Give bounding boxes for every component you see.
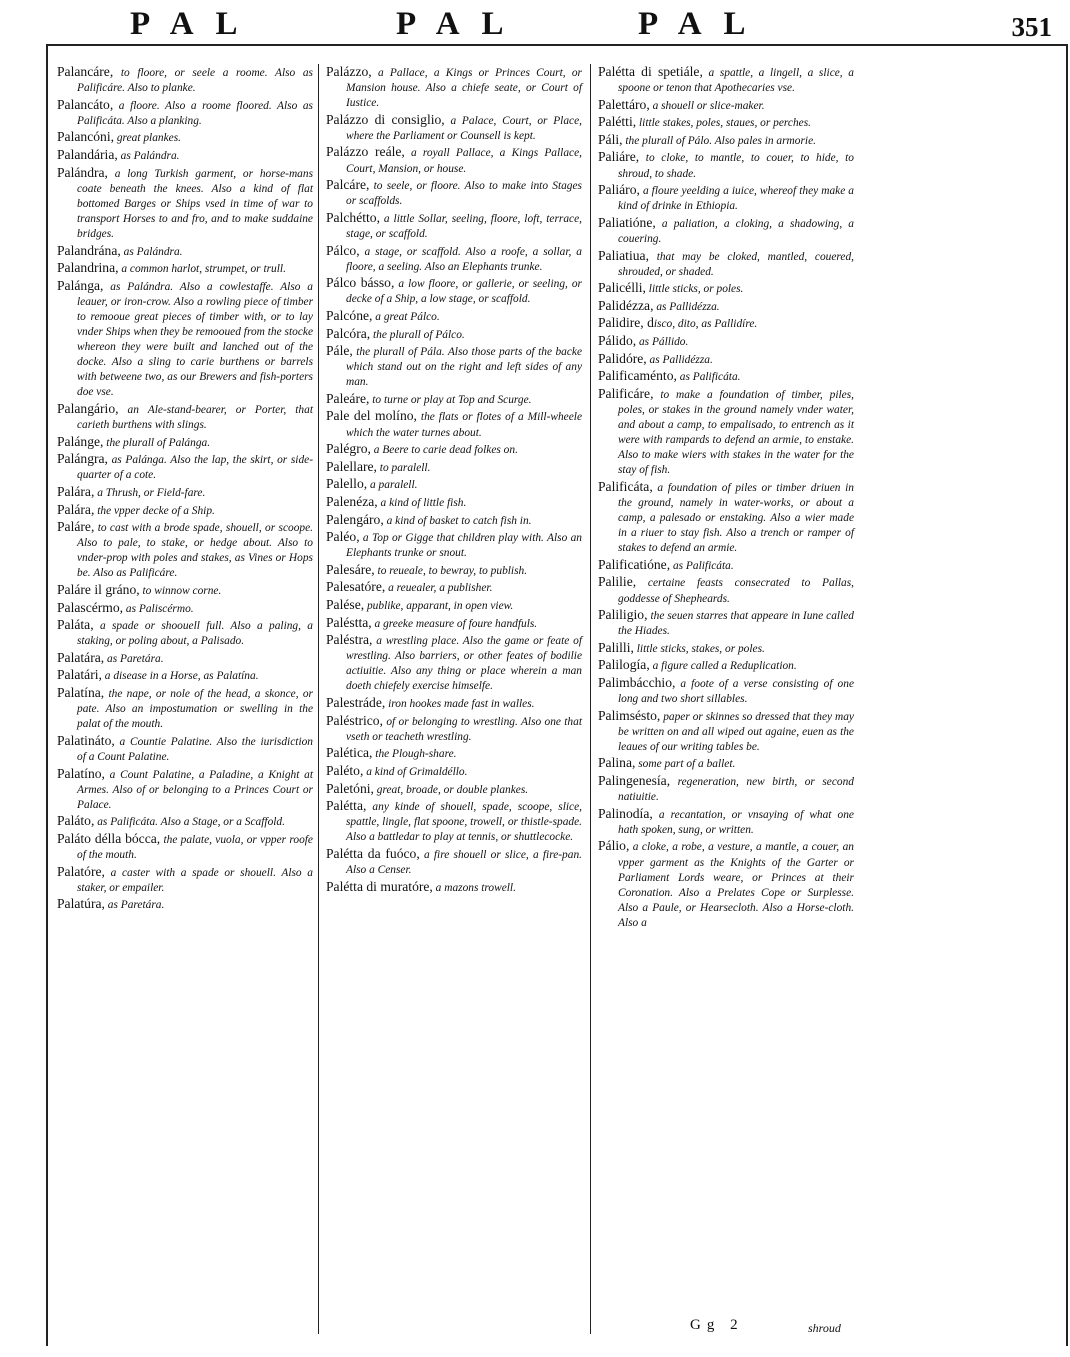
dictionary-entry [326,579,582,596]
dictionary-entry [57,766,313,813]
definition: a Top or Gigge that children play with. Also an Elephants trunke or snout. [346,532,582,560]
dictionary-entry [57,667,313,684]
headword: Palancáto, [57,96,114,112]
dictionary-entry [57,650,313,667]
headword: Paliáre, [598,149,640,165]
dictionary-entry [326,459,582,476]
headword: Paletóni, [326,780,374,796]
definition: a Pallace, a Kings or Princes Court, or Mansion house. Also a chiefe seate, or Court of Iustice. [346,67,582,110]
definition: a common harlot, strumpet, or trull. [118,263,286,276]
dictionary-entry [57,434,313,451]
definition: little sticks, or poles. [645,283,744,296]
dictionary-entry [326,745,582,762]
dictionary-entry [57,484,313,501]
definition: paper or skinnes so dressed that they may be written on and all wiped out againe, euen as the leaues of our writing tables be. [618,710,854,753]
definition: the plurall of Pálo. Also pales in armorie. [622,134,816,147]
definition: a kind of Grimaldéllo. [363,765,468,778]
definition: as Palánga. Also the lap, the skirt, or side-quarter of a cote. [77,454,313,482]
definition: iron hookes made fast in walles. [385,698,535,711]
headword: Palétti, [598,114,637,130]
dictionary-entry [57,813,313,830]
definition: the flats or flotes of a Mill-wheele which the water turnes about. [346,411,583,439]
headword: Palidóre, [598,350,647,366]
dictionary-entry [326,441,582,458]
dictionary-entry [598,479,854,556]
dictionary-entry [57,502,313,519]
headword: Pále, [326,343,353,359]
dictionary-entry [326,177,582,209]
headword: Palellare, [326,458,377,474]
dictionary-entry [57,243,313,260]
definition: a Count Palatine, a Paladine, a Knight at Armes. Also of or belonging to a Princes Court or Palace. [77,768,313,811]
headword: Pálco, [326,242,360,258]
catchword: shroud [808,1321,841,1335]
definition: a paralell. [367,479,418,492]
dictionary-entry [326,343,582,390]
headword: Palatíno, [57,765,105,781]
definition: of or belonging to wrestling. Also one that vseth or teacheth wrestling. [346,715,582,743]
definition: that may be cloked, mantled, couered, shrouded, or shaded. [618,250,854,278]
definition: as Palificáta. [670,559,734,572]
dictionary-entry [57,165,313,242]
headword: Palatináto, [57,732,115,748]
definition: as Pállido. [636,336,689,348]
dictionary-entry [598,640,854,657]
dictionary-entry [326,798,582,845]
definition: regeneration, new birth, or second natiuitie. [618,776,854,804]
headword: Palára, [57,483,95,499]
headword: Palétta da fuóco, [326,845,420,861]
column-divider [590,64,591,1334]
dictionary-entry [598,280,854,297]
headword: Palética, [326,745,373,761]
headword: Palificáre, [598,385,654,401]
dictionary-entry [326,210,582,242]
dictionary-entry [598,773,854,805]
dictionary-entry [326,512,582,529]
headword: Palatári, [57,667,102,683]
dictionary-entry [57,617,313,649]
definition: the plurall of Pála. Also those parts of the backe which stand out on the right and left sides of any man. [346,346,582,389]
headword: Palcóne, [326,307,373,323]
dictionary-entry [57,600,313,617]
headword: Palatúra, [57,896,105,912]
dictionary-entry [326,144,582,176]
definition: as Paretára. [104,899,165,912]
definition: as Paretára. [104,652,164,665]
headword: Paléo, [326,529,360,545]
definition: a wrestling place. Also the game or feate of wrestling. Also barriers, or other feates of bodilie actiuitie. Also any thing or place wherein a man doeth chiefely exercise himselfe. [346,635,582,693]
headword: Palcóra, [326,325,371,341]
dictionary-entry [326,408,582,440]
definition: a reuealer, a publisher. [385,582,493,595]
dictionary-entry [598,64,854,96]
definition: to winnow corne. [139,585,222,597]
dictionary-entry [598,368,854,385]
headword: Paléstra, [326,632,373,648]
definition: as Pallidézza. [653,300,720,313]
headword: Palinodía, [598,805,653,821]
definition: isco, dito, as Pallidíre. [653,318,758,331]
dictionary-entry [326,391,582,408]
dictionary-entry [326,846,582,878]
definition: as Pallidézza. [646,353,713,366]
dictionary-entry [57,864,313,896]
headword: Palesatóre, [326,579,386,595]
header-right: PAL [638,6,768,42]
definition: a stage, or scaffold. Also a roofe, a sollar, a floore, a seeling. Also an Elephants trunke. [346,245,582,273]
definition: as Palificáta. [676,371,741,384]
headword: Palése, [326,597,365,612]
headword: Palascérmo, [57,599,124,615]
header-center: PAL [396,6,526,42]
definition: to reueale, to bewray, to publish. [374,564,528,577]
definition: little stakes, poles, staues, or perches. [636,117,811,130]
dictionary-entry [598,806,854,838]
headword: Paláta, [57,617,94,633]
definition: a kind of little fish. [377,496,467,509]
dictionary-entry [326,597,582,614]
definition: a Beere to carie dead folkes on. [370,444,518,457]
definition: a Palace, Court, or Place, where the Parliament or Counsell is kept. [346,114,582,142]
definition: a foote of a verse consisting of one long and two short sillables. [618,677,854,706]
definition: a spade or shoouell full. Also a paling, a staking, or poling about, a Palisado. [77,620,313,648]
dictionary-entry [57,451,313,483]
definition: a disease in a Horse, as Palatína. [101,670,259,683]
dictionary-entry [326,243,582,275]
dictionary-entry [57,278,313,401]
header-left: PAL [130,6,260,42]
dictionary-entry [598,708,854,755]
dictionary-entry [326,562,582,579]
definition: great, broade, or double plankes. [373,783,529,796]
definition: as Palándra. [120,245,183,258]
headword: Palétta di muratóre, [326,878,433,894]
dictionary-entry [598,132,854,149]
headword: Palidézza, [598,297,654,313]
headword: Pálco básso, [326,275,395,291]
dictionary-entry [57,147,313,164]
headword: Paléstrico, [326,712,384,728]
headword: Paliligio, [598,607,648,623]
definition: a low floore, or gallerie, or seeling, or decke of a Ship, a low stage, or scaffold. [346,278,582,306]
dictionary-entry [326,615,582,632]
definition: a Countie Palatine. Also the iurisdiction of a Count Palatine. [77,735,313,763]
dictionary-entry [326,879,582,896]
headword: Páli, [598,131,623,147]
definition: little sticks, stakes, or poles. [633,642,765,655]
dictionary-entry [598,215,854,247]
definition: a floore. Also a roome floored. Also as Palificáta. Also a planking. [77,99,313,127]
dictionary-entry [57,733,313,765]
headword: Paleáre, [326,390,370,406]
definition: as Palificáta. Also a Stage, or a Scaffold. [94,816,285,829]
headword: Palimbácchio, [598,674,676,690]
dictionary-entry [598,298,854,315]
dictionary-entry [326,632,582,694]
headword: Palangário, [57,400,119,416]
definition: a Thrush, or Field-fare. [94,486,206,499]
definition: the palate, vuola, or vpper roofe of the mouth. [77,833,313,861]
dictionary-entry [326,763,582,780]
headword: Paléto, [326,762,364,778]
headword: Pale del molíno, [326,408,417,424]
signature-mark: Gg 2 [690,1317,744,1333]
dictionary-entry [57,129,313,146]
definition: publike, apparant, in open view. [364,600,514,612]
definition: a floure yeelding a iuice, whereof they make a kind of drinke in Ethiopia. [618,185,854,213]
headword: Palilie, [598,574,637,590]
dictionary-entry [326,476,582,493]
dictionary-entry [598,657,854,674]
headword: Palettáro, [598,96,650,112]
definition: a spattle, a lingell, a slice, a spoone or tenon that Apothecaries vse. [618,67,854,95]
headword: Paliatiua, [598,247,649,263]
dictionary-entry [57,260,313,277]
headword: Palázzo reále, [326,144,405,160]
definition: to seele, or floore. Also to make into Stages or scaffolds. [346,180,582,208]
headword: Palándra, [57,164,108,180]
dictionary-entry [598,315,854,332]
definition: an Ale-stand-bearer, or Porter, that carieth burthens with slings. [77,403,313,432]
definition: a little Sollar, seeling, floore, loft, terrace, stage, or scaffold. [346,212,582,240]
dictionary-entry [598,607,854,639]
headword: Palificatióne, [598,556,671,572]
running-header [46,4,1066,44]
definition: a paliation, a cloking, a shadowing, a couering. [618,217,854,245]
definition: a kind of basket to catch fish in. [383,514,532,527]
headword: Palina, [598,755,636,771]
definition: as Paliscérmo. [123,602,194,615]
definition: a shouell or slice-maker. [649,99,765,112]
dictionary-entry [598,557,854,574]
dictionary-entry [57,685,313,732]
definition: a cloke, a robe, a vesture, a mantle, a couer, an vpper garment as the Knights of the Garter or Parliament Lords weare, or Princes at their Coronation. Also a Prelates Cope or Surplesse. Also a Paule, or Hearsecloth. Also a Horse-cloth. Also a [618,841,854,929]
headword: Palestráde, [326,695,386,711]
headword: Palétta di spetiále, [598,64,703,79]
headword: Palello, [326,476,368,492]
definition: the plurall of Palánga. [103,436,211,449]
definition: to paralell. [376,461,431,474]
headword: Palancáre, [57,64,114,79]
dictionary-entry [598,114,854,131]
headword: Palázzo di consiglio, [326,111,445,127]
headword: Paláre il gráno, [57,582,140,597]
headword: Palánga, [57,277,104,293]
definition: as Palándra. Also a cowlestaffe. Also a leauer, or iron-crow. Also a rowling piece of timber to remooue great pieces of timber with, or to lay vnder Ships when they be remooued from the stocke whereon they were built and lanched out of the docke. Also a sling to carie burthens or barrels with betweene two, as our Brewers and fish-porters doe vse. [77,280,313,399]
dictionary-entry [57,582,313,599]
page-number: 351 [1011,12,1052,42]
headword: Palificaménto, [598,368,677,384]
headword: Palángra, [57,451,108,467]
headword: Pálio, [598,838,630,854]
dictionary-entry [598,838,854,931]
column-right [598,64,854,931]
definition: a fire shouell or slice, a fire-pan. Also a Censer. [346,848,582,876]
dictionary-entry [326,64,582,111]
headword: Paláto délla bócca, [57,830,161,846]
headword: Palidire, d [598,315,654,331]
headword: Palimsésto, [598,707,661,723]
definition: a mazons trowell. [432,881,516,894]
headword: Palatóre, [57,863,105,879]
headword: Palánge, [57,433,104,449]
dictionary-entry [326,326,582,343]
headword: Pálido, [598,333,637,348]
headword: Paláto, [57,813,95,829]
definition: the Plough-share. [372,748,457,761]
definition: the plurall of Pálco. [370,328,465,341]
headword: Palesáre, [326,561,375,577]
definition: a long Turkish garment, or horse-mans coate beneath the knees. Also a kind of flat bottomed Barges or Ships vsed in time of war to transport Horses to and fro, and to make suddaine bridges. [77,167,313,240]
definition: a foundation of piles or timber driuen in the ground, namely in water-works, or about a camp, a palesado or enstaking. Also a wier made in a riuer to stay fish. Also a trench or ramper of stakes to defend an armie. [618,481,854,555]
dictionary-entry [57,97,313,129]
definition: a greeke measure of foure handfuls. [371,617,538,630]
column-left [57,64,313,914]
headword: Palengáro, [326,511,384,527]
headword: Palégro, [326,441,371,457]
definition: to cast with a brode spade, shouell, or scoope. Also to pale, to stake, or hedge about. Also to vnder-prop with poles and stakes, as Vines or Hops be. Also as Palificáre. [77,522,313,580]
dictionary-entry [57,519,313,581]
dictionary-entry [598,351,854,368]
dictionary-entry [326,275,582,307]
headword: Palicélli, [598,280,646,296]
definition: a great Pálco. [372,310,440,323]
definition: the nape, or nole of the head, a skonce, or pate. Also an impostumation or swelling in the palat of the mouth. [77,688,313,731]
dictionary-entry [57,64,313,96]
headword: Palandrina, [57,260,119,276]
dictionary-entry [326,529,582,561]
definition: a caster with a spade or shouell. Also a staker, or empailer. [77,866,313,894]
definition: a figure called a Reduplication. [649,660,797,673]
definition: a royall Pallace, a Kings Pallace, Court, Mansion, or house. [346,147,582,175]
definition: to floore, or seele a roome. Also as Palificáre. Also to planke. [77,67,313,95]
definition: as Palándra. [117,149,180,162]
headword: Palificáta, [598,478,653,494]
dictionary-entry [598,675,854,707]
headword: Palingenesía, [598,773,671,789]
definition: to make a foundation of timber, piles, poles, or stakes in the ground namely vnder water, and about a camp, to empalisado, to entrench as it were with rampards to defend an armie, to enstake. Also to make wiers with stakes in the water for the stay of fish. [618,388,854,477]
dictionary-entry [598,182,854,214]
definition: any kinde of shouell, spade, scoope, slice, spattle, lingle, flat spoone, trowell, or thistle-spade. Also a battledar to play at tennis, or shuttlecocke. [346,801,582,844]
dictionary-entry [598,248,854,280]
headword: Palchétto, [326,209,380,225]
headword: Palatína, [57,685,105,701]
definition: great plankes. [114,132,181,145]
headword: Palcáre, [326,177,370,193]
headword: Paliáro, [598,182,640,198]
dictionary-entry [326,713,582,745]
headword: Palatára, [57,649,105,665]
definition: a recantation, or vnsaying of what one hath spoken, sung, or written. [618,808,854,836]
headword: Paléstta, [326,614,372,630]
dictionary-entry [326,308,582,325]
definition: some part of a ballet. [635,758,736,771]
definition: certaine feasts consecrated to Pallas, goddesse of Shepheards. [618,577,854,605]
dictionary-entry [326,695,582,712]
dictionary-entry [598,755,854,772]
dictionary-entry [57,831,313,863]
headword: Palancóni, [57,129,115,145]
headword: Palandrána, [57,242,121,258]
dictionary-entry [598,574,854,606]
dictionary-entry [598,97,854,114]
dictionary-entry [598,333,854,350]
dictionary-entry [326,494,582,511]
definition: to turne or play at Top and Scurge. [369,393,532,406]
dictionary-entry [57,401,313,433]
dictionary-entry [598,386,854,479]
dictionary-entry [326,112,582,144]
column-divider [318,64,319,1334]
headword: Palázzo, [326,64,372,79]
headword: Palára, [57,501,95,517]
definition: the seuen starres that appeare in Iune called the Hiades. [618,610,854,638]
column-middle [326,64,582,896]
headword: Paliatióne, [598,214,656,230]
headword: Palandária, [57,146,118,162]
dictionary-entry [326,781,582,798]
definition: the vpper decke of a Ship. [94,504,215,517]
headword: Palilogía, [598,657,650,673]
headword: Palétta, [326,798,367,814]
headword: Palenéza, [326,493,378,509]
headword: Paláre, [57,519,95,535]
headword: Palilli, [598,639,634,655]
dictionary-entry [598,149,854,181]
dictionary-entry [57,896,313,913]
definition: to cloke, to mantle, to couer, to hide, to shroud, to shade. [618,152,854,180]
